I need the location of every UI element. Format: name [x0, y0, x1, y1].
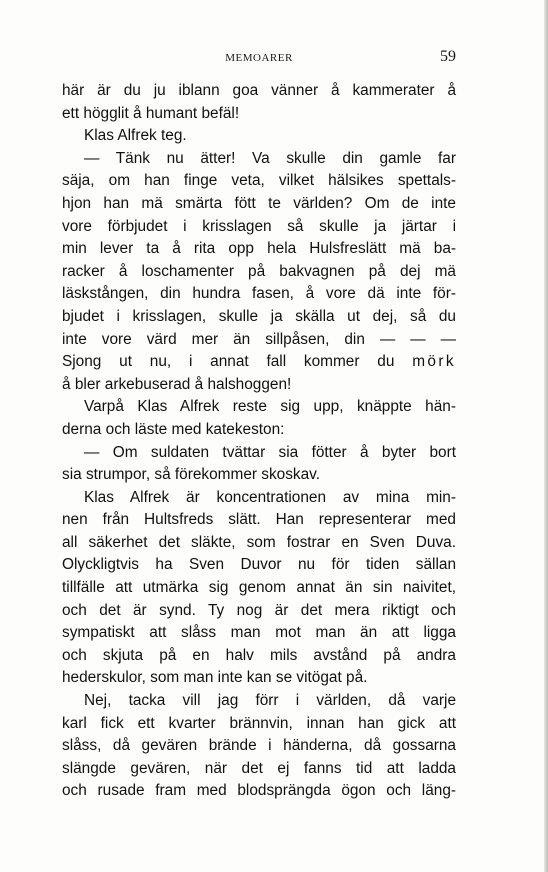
text-line: — Tänk nu ätter! Va skulle din gamle far: [84, 149, 456, 167]
text-line: hederskulor, som man inte kan se vitögat på.: [62, 669, 368, 687]
text-line: säja, om han finge veta, vilket hälsikes spettals-: [62, 172, 456, 190]
page-edge: [544, 0, 548, 872]
text-line: [62, 351, 456, 374]
text-line: ett högglit å humant befäl!: [62, 104, 240, 122]
text-line: hjon han mä smärta fött te världen? Om de inte: [62, 194, 456, 212]
text-line: slängde gevären, när det ej fanns tid att ladda: [62, 759, 456, 777]
text-line: vore förbjudet i krisslagen så skulle ja järtar i: [62, 217, 456, 235]
text-line: Nej, tacka vill jag förr i världen, då varje: [84, 692, 456, 710]
text-line: derna och läste med katekeston:: [62, 420, 285, 438]
text-line: bjudet i krisslagen, skulle ja skälla ut dej, så du: [62, 307, 456, 325]
text-line: och skjuta på en halv mils avstånd på andra: [62, 646, 456, 664]
text-line: sia strumpor, så förekommer skoskav.: [62, 466, 321, 484]
text-line: Olyckligtvis ha Sven Duvor nu för tiden sällan: [62, 556, 456, 574]
text-line: Varpå Klas Alfrek reste sig upp, knäppte hän-: [84, 398, 456, 416]
text-line: läskstången, din hundra fasen, å vore dä inte för-: [62, 285, 456, 303]
text-line: sympatiskt att slåss man mot man än att ligga: [62, 624, 456, 642]
text-line: tillfälle att utmärka sig genom annat än sin naivitet,: [62, 579, 456, 597]
spaced-emphasis: mörk: [412, 353, 456, 371]
text-line: karl fick ett kvarter brännvin, innan han gick att: [62, 714, 456, 732]
body-text: [62, 80, 456, 803]
text-line: all säkerhet det släkte, som fostrar en Sven Duva.: [62, 533, 456, 551]
page-number: 59: [440, 48, 456, 65]
page-header: [62, 48, 456, 70]
text-line: Klas Alfrek är koncentrationen av mina min-: [84, 488, 456, 506]
text-line: å bler arkebuserad å halshoggen!: [62, 375, 292, 393]
text-line: min lever ta å rita opp hela Hulsfreslätt mä ba-: [62, 240, 456, 258]
text-line: nen från Hultsfreds slätt. Han representerar med: [62, 511, 456, 529]
text-line: Klas Alfrek teg.: [84, 127, 187, 145]
running-title: MEMOARER: [225, 52, 293, 64]
text-line: — Om suldaten tvättar sia fötter å byter bort: [84, 443, 456, 461]
text-line: och rusade fram med blodsprängda ögon och läng-: [62, 782, 456, 800]
text-line: inte vore värd mer än sillpåsen, din — — —: [62, 330, 456, 348]
text-line: racker å loschamenter på bakvagnen på dej mä: [62, 262, 456, 280]
text-line: och det är synd. Ty nog är det mera riktigt och: [62, 601, 456, 619]
text-line: här är du ju iblann goa vänner å kammerater å: [62, 82, 456, 99]
text-line: slåss, då gevären brände i händerna, då gossarna: [62, 737, 456, 755]
text-line-part: Sjong ut nu, i annat fall kommer du: [62, 353, 413, 371]
